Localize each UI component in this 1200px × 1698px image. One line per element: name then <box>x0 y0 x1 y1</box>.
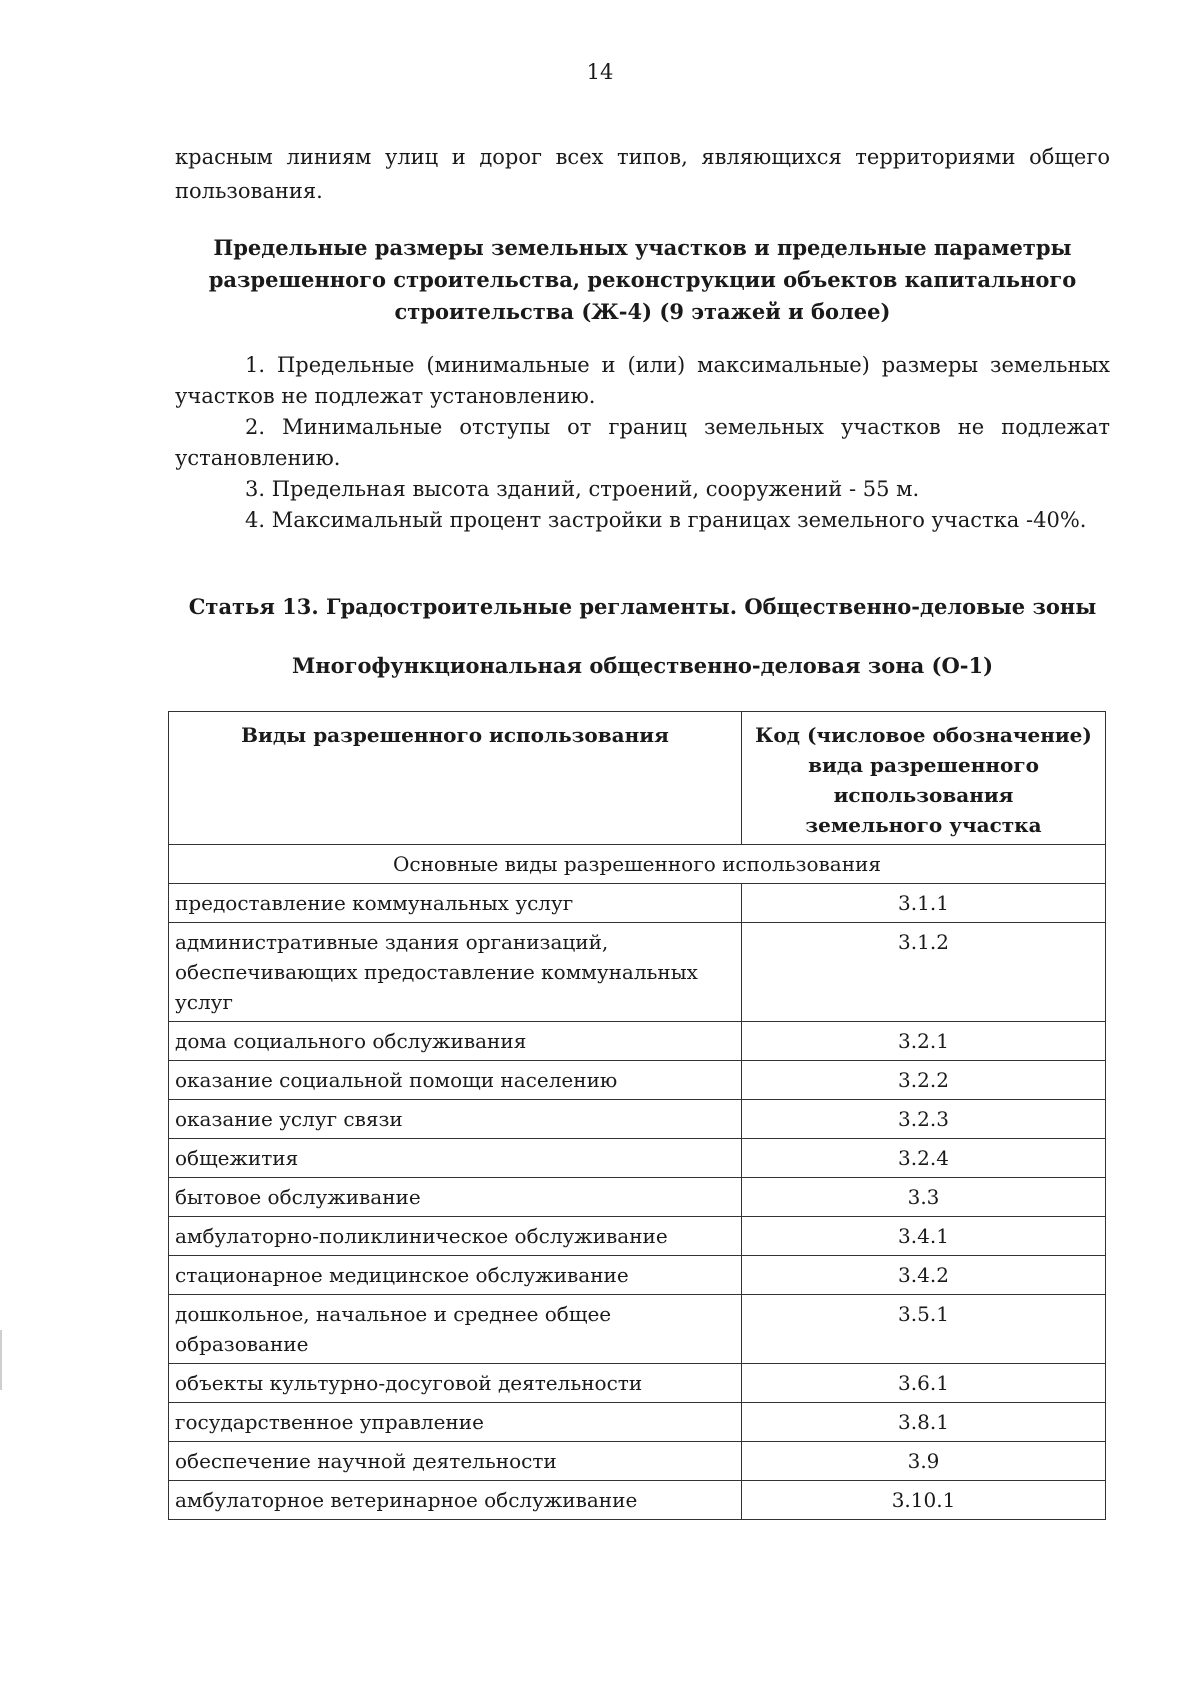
page-number: 14 <box>586 60 614 84</box>
section-heading: Предельные размеры земельных участков и предельные параметры разрешенного строительства, реконструкции объектов капитального строительства (Ж-4) (9 этажей и более) <box>208 235 1077 324</box>
use-name-cell: дома социального обслуживания <box>169 1022 742 1061</box>
article-heading: Статья 13. Градостроительные регламенты. Общественно-деловые зоны <box>188 594 1097 619</box>
header-use-type: Виды разрешенного использования <box>169 712 742 845</box>
table-row <box>169 1178 1106 1217</box>
group-row <box>169 845 1106 884</box>
header-code-line: вида разрешенного <box>808 753 1039 777</box>
use-code-cell: 3.4.2 <box>742 1256 1106 1295</box>
group-label: Основные виды разрешенного использования <box>169 845 1106 884</box>
limits-list <box>175 350 1110 536</box>
table-row <box>169 884 1106 923</box>
use-code-cell: 3.5.1 <box>742 1295 1106 1364</box>
limit-item: 2. Минимальные отступы от границ земельных участков не подлежат установлению. <box>175 415 1110 470</box>
use-code-cell: 3.9 <box>742 1442 1106 1481</box>
use-name-cell: амбулаторно-поликлиническое обслуживание <box>169 1217 742 1256</box>
header-code-line: Код (числовое обозначение) <box>755 723 1092 747</box>
use-code-cell: 3.10.1 <box>742 1481 1106 1520</box>
use-name-cell: бытовое обслуживание <box>169 1178 742 1217</box>
use-code-cell: 3.2.2 <box>742 1061 1106 1100</box>
use-name-cell: объекты культурно-досуговой деятельности <box>169 1364 742 1403</box>
table-row <box>169 923 1106 1022</box>
use-code-cell: 3.4.1 <box>742 1217 1106 1256</box>
header-code-line: использования <box>833 783 1014 807</box>
use-code-cell: 3.8.1 <box>742 1403 1106 1442</box>
use-code-cell: 3.1.2 <box>742 923 1106 1022</box>
use-name-cell: административные здания организаций, обеспечивающих предоставление коммунальных услуг <box>169 923 742 1022</box>
table-row <box>169 1139 1106 1178</box>
use-name-cell: дошкольное, начальное и среднее общее образование <box>169 1295 742 1364</box>
use-name-cell: государственное управление <box>169 1403 742 1442</box>
header-code-line: земельного участка <box>805 813 1042 837</box>
table-row <box>169 1403 1106 1442</box>
limit-item: 1. Предельные (минимальные и (или) максимальные) размеры земельных участков не подлежат установлению. <box>175 353 1110 408</box>
continuation-paragraph: красным линиям улиц и дорог всех типов, являющихся территориями общего пользования. <box>175 145 1110 203</box>
table-row <box>169 1364 1106 1403</box>
use-code-cell: 3.3 <box>742 1178 1106 1217</box>
use-name-cell: предоставление коммунальных услуг <box>169 884 742 923</box>
use-code-cell: 3.6.1 <box>742 1364 1106 1403</box>
use-code-cell: 3.2.1 <box>742 1022 1106 1061</box>
use-name-cell: оказание услуг связи <box>169 1100 742 1139</box>
use-name-cell: оказание социальной помощи населению <box>169 1061 742 1100</box>
table-row <box>169 1100 1106 1139</box>
use-name-cell: амбулаторное ветеринарное обслуживание <box>169 1481 742 1520</box>
permitted-uses-table <box>168 711 1106 1520</box>
header-code <box>742 712 1106 845</box>
table-row <box>169 1256 1106 1295</box>
scan-edge-mark <box>0 1330 2 1390</box>
use-name-cell: обеспечение научной деятельности <box>169 1442 742 1481</box>
table-row <box>169 1217 1106 1256</box>
use-code-cell: 3.2.4 <box>742 1139 1106 1178</box>
zone-heading: Многофункциональная общественно-деловая зона (О-1) <box>291 653 994 678</box>
table-row <box>169 1442 1106 1481</box>
table-header-row <box>169 712 1106 845</box>
use-name-cell: общежития <box>169 1139 742 1178</box>
use-code-cell: 3.1.1 <box>742 884 1106 923</box>
table-row <box>169 1022 1106 1061</box>
limit-item: 4. Максимальный процент застройки в границах земельного участка -40%. <box>245 508 1087 532</box>
use-code-cell: 3.2.3 <box>742 1100 1106 1139</box>
table-row <box>169 1061 1106 1100</box>
limit-item: 3. Предельная высота зданий, строений, сооружений - 55 м. <box>245 477 920 501</box>
use-name-cell: стационарное медицинское обслуживание <box>169 1256 742 1295</box>
table-row <box>169 1481 1106 1520</box>
table-row <box>169 1295 1106 1364</box>
